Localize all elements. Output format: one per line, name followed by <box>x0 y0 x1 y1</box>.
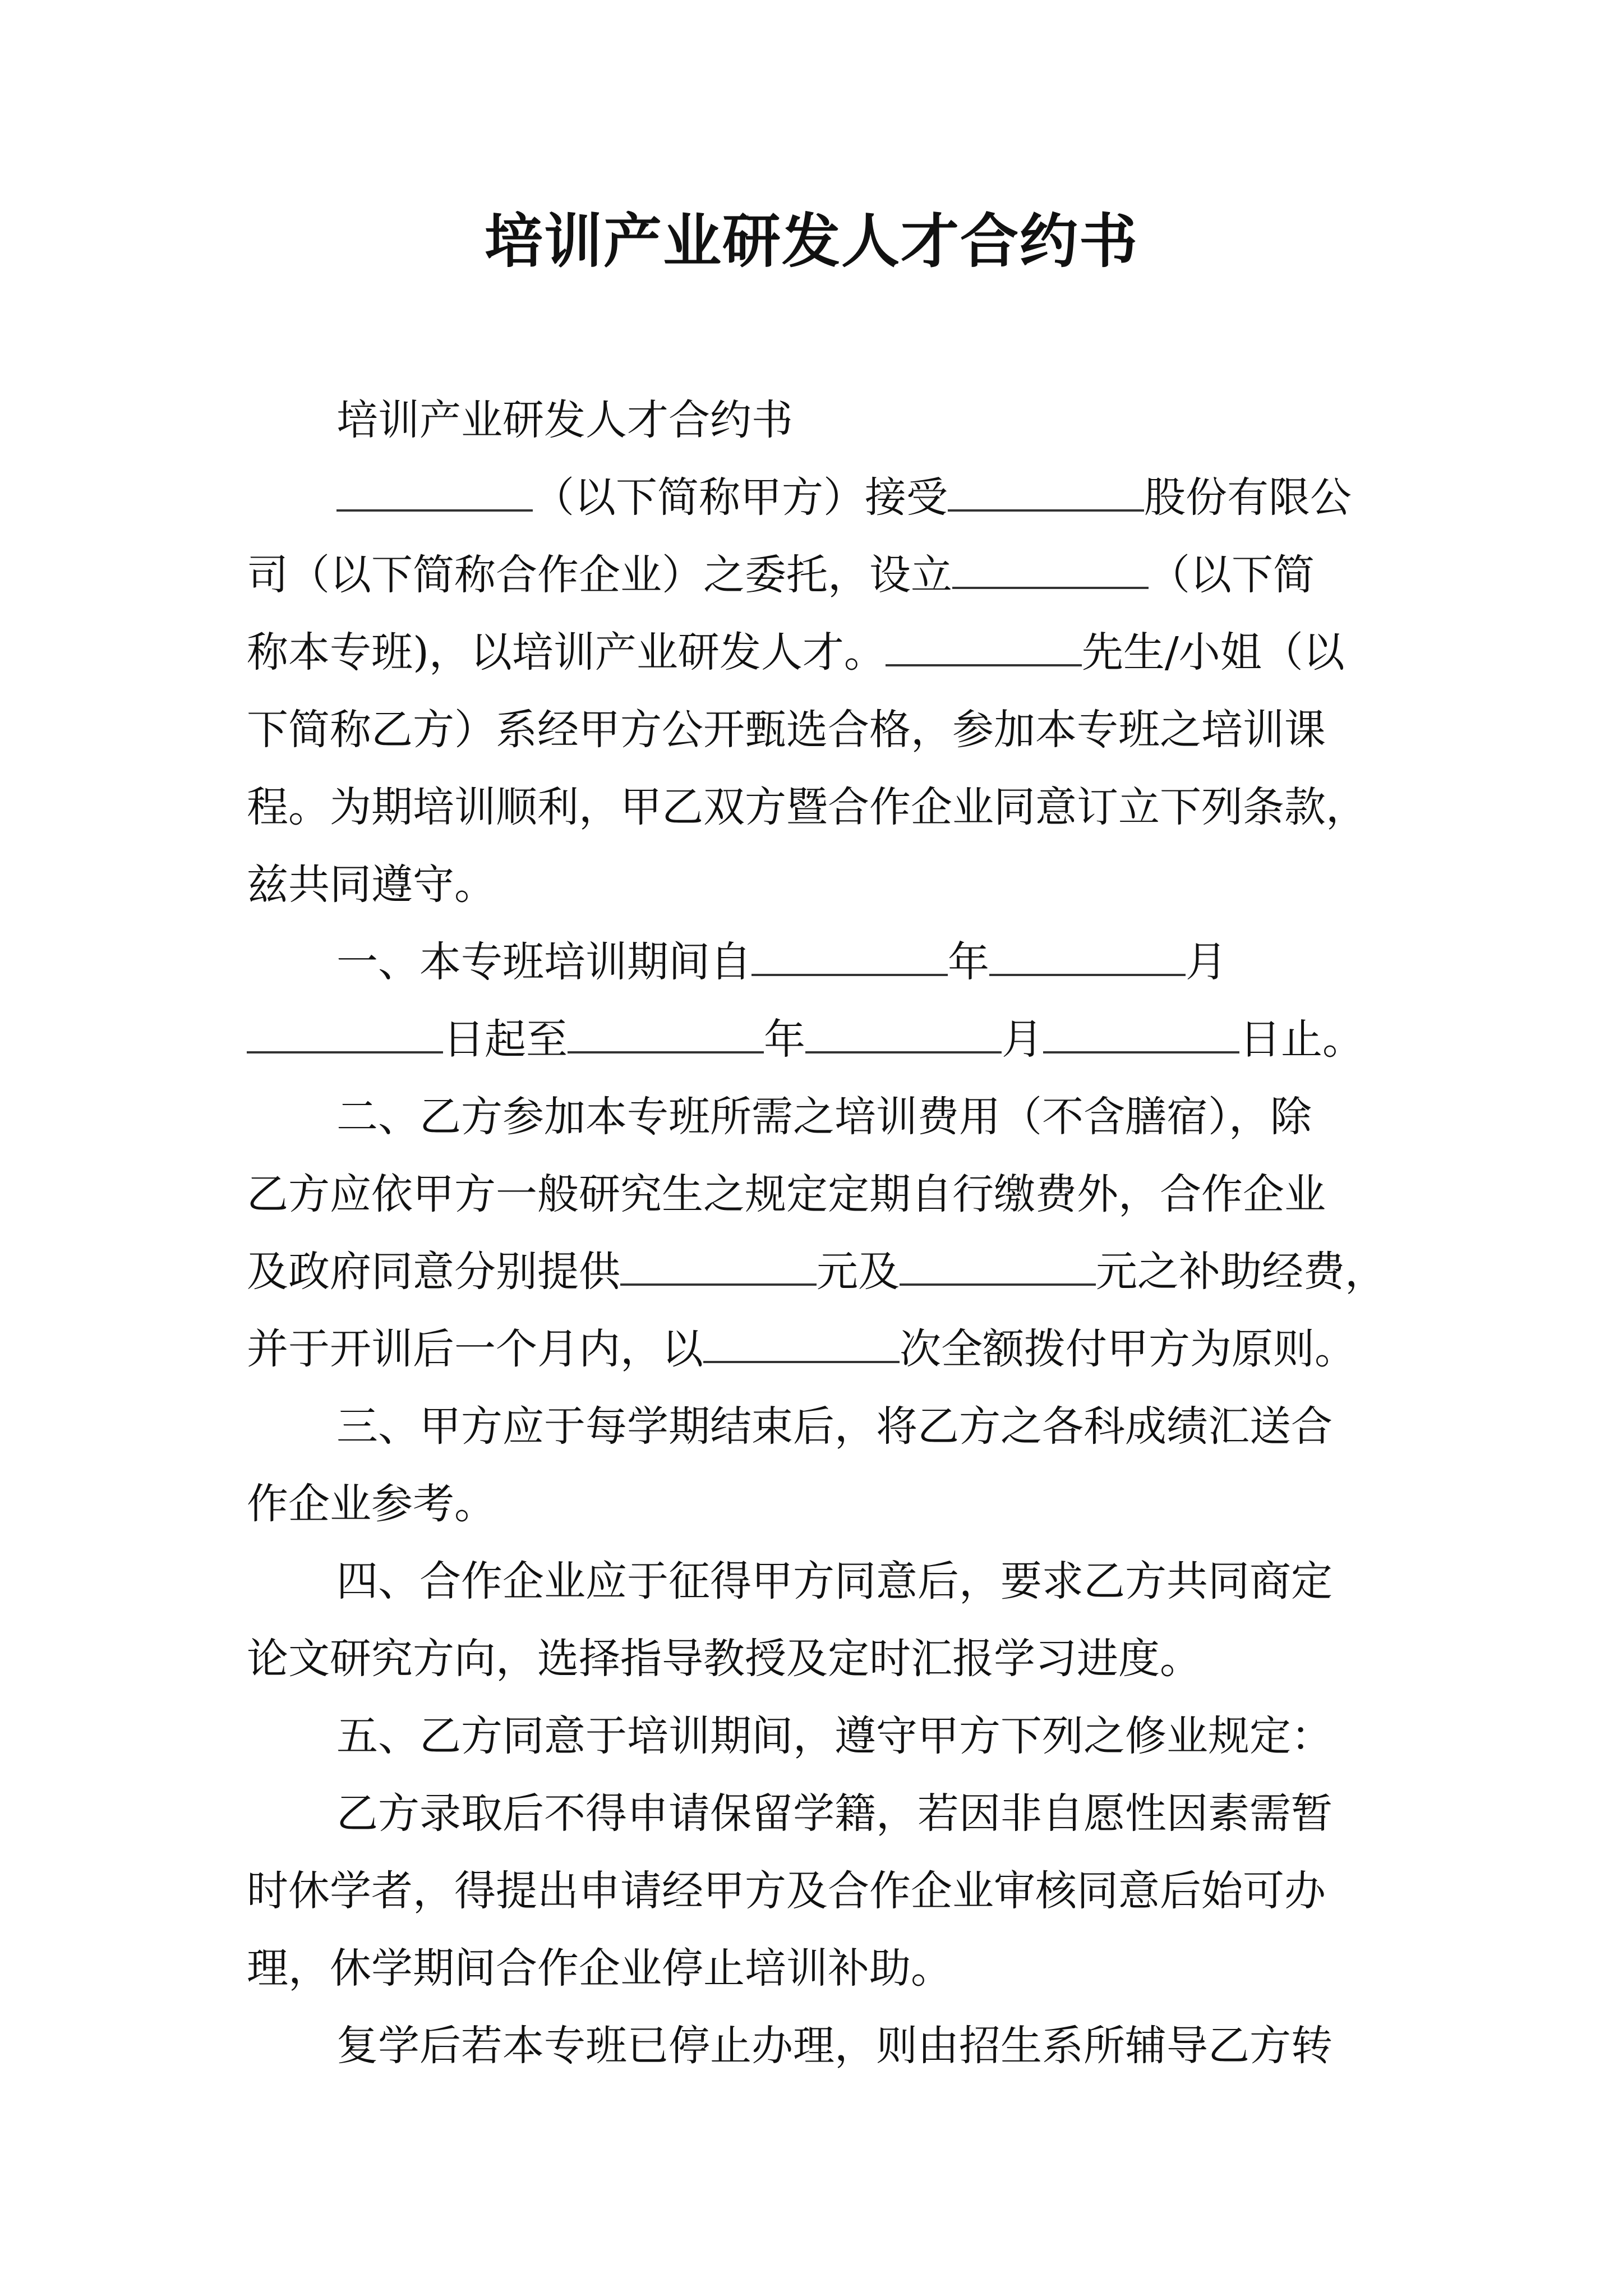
text-run: 作企业参考。 <box>247 1480 496 1528</box>
text-run: 日止。 <box>1239 1015 1364 1064</box>
fill-blank[interactable] <box>1043 1012 1239 1053</box>
text-run: 三、甲方应于每学期结束后，将乙方之各科成绩汇送合 <box>336 1402 1332 1451</box>
fill-blank[interactable] <box>900 1244 1096 1286</box>
clause-2-line <box>247 1078 1374 1156</box>
text-run: 元之补助经费， <box>1096 1248 1386 1296</box>
text-run: 二、乙方参加本专班所需之培训费用（不含膳宿），除 <box>336 1093 1312 1141</box>
text-run: 司（以下简称合作企业）之委托，设立 <box>247 551 952 599</box>
paragraph-line <box>247 536 1374 614</box>
text-run: 时休学者，得提出申请经甲方及合作企业审核同意后始可办 <box>247 1867 1326 1915</box>
text-run: 复学后若本专班已停止办理，则由招生系所辅导乙方转 <box>336 2022 1332 2070</box>
text-run: 日起至 <box>443 1015 568 1064</box>
text-run: （以下简 <box>1149 551 1315 599</box>
clause-2-line <box>247 1233 1386 1310</box>
fill-blank[interactable] <box>247 1012 443 1053</box>
clause-4-line <box>247 1543 1374 1620</box>
text-run: 下简称乙方）系经甲方公开甄选合格，参加本专班之培训课 <box>247 706 1326 754</box>
fill-blank[interactable] <box>568 1012 764 1053</box>
text-run: 理，休学期间合作企业停止培训补助。 <box>247 1944 952 1993</box>
text-run: 程。为期培训顺利，甲乙双方暨合作企业同意订立下列条款， <box>247 783 1367 831</box>
fill-blank[interactable] <box>989 935 1186 976</box>
text-run: 先生/小姐（以 <box>1081 628 1345 677</box>
text-run: 年 <box>764 1015 805 1064</box>
fill-blank[interactable] <box>703 1322 900 1363</box>
text-run: 论文研究方向，选择指导教授及定时汇报学习进度。 <box>247 1635 1201 1683</box>
text-run: 月 <box>1186 938 1227 986</box>
clause-3-line <box>247 1388 1374 1465</box>
text-run: 股份有限公 <box>1144 473 1352 522</box>
paragraph-line <box>247 691 1374 769</box>
text-run: 兹共同遵守。 <box>247 861 496 909</box>
fill-blank[interactable] <box>948 470 1144 512</box>
fill-blank[interactable] <box>336 470 533 512</box>
text-run: 元及 <box>817 1248 900 1296</box>
document-body <box>247 381 1386 2085</box>
text-run: 并于开训后一个月内，以 <box>247 1325 703 1373</box>
clause-5-line <box>247 1775 1374 1852</box>
text-run: 月 <box>1002 1015 1043 1064</box>
clause-5-line <box>247 1930 1374 2007</box>
text-run: 乙方录取后不得申请保留学籍，若因非自愿性因素需暂 <box>336 1789 1332 1838</box>
text-run: 乙方应依甲方一般研究生之规定定期自行缴费外，合作企业 <box>247 1170 1326 1218</box>
clause-4-line <box>247 1620 1374 1697</box>
clause-2-line <box>247 1310 1374 1388</box>
fill-blank[interactable] <box>886 625 1082 666</box>
text-run: 五、乙方同意于培训期间，遵守甲方下列之修业规定： <box>336 1712 1332 1760</box>
document-subtitle: 培训产业研发人才合约书 <box>336 396 793 444</box>
text-run: （以下简称甲方）接受 <box>533 473 948 522</box>
fill-blank[interactable] <box>952 547 1149 589</box>
fill-blank[interactable] <box>620 1244 817 1286</box>
paragraph-line <box>247 846 1374 923</box>
text-run: 四、合作企业应于征得甲方同意后，要求乙方共同商定 <box>336 1557 1332 1605</box>
fill-blank[interactable] <box>805 1012 1002 1053</box>
clause-5-line <box>247 2007 1374 2085</box>
paragraph-line <box>247 614 1374 691</box>
text-run: 称本专班)，以培训产业研发人才。 <box>247 628 886 677</box>
paragraph-line <box>247 769 1374 846</box>
text-run: 及政府同意分别提供 <box>247 1248 620 1296</box>
fill-blank[interactable] <box>751 935 948 976</box>
clause-2-line <box>247 1156 1374 1233</box>
text-run: 年 <box>948 938 989 986</box>
clause-5-line <box>247 1697 1374 1775</box>
clause-1-line <box>247 923 1374 1001</box>
document-title: 培训产业研发人才合约书 <box>484 206 1138 275</box>
text-run: 一、本专班培训期间自 <box>336 938 751 986</box>
paragraph-line <box>247 459 1374 536</box>
clause-1-line <box>247 1001 1374 1078</box>
clause-3-line <box>247 1465 1374 1543</box>
clause-5-line <box>247 1852 1374 1930</box>
text-run: 次全额拨付甲方为原则。 <box>900 1325 1356 1373</box>
